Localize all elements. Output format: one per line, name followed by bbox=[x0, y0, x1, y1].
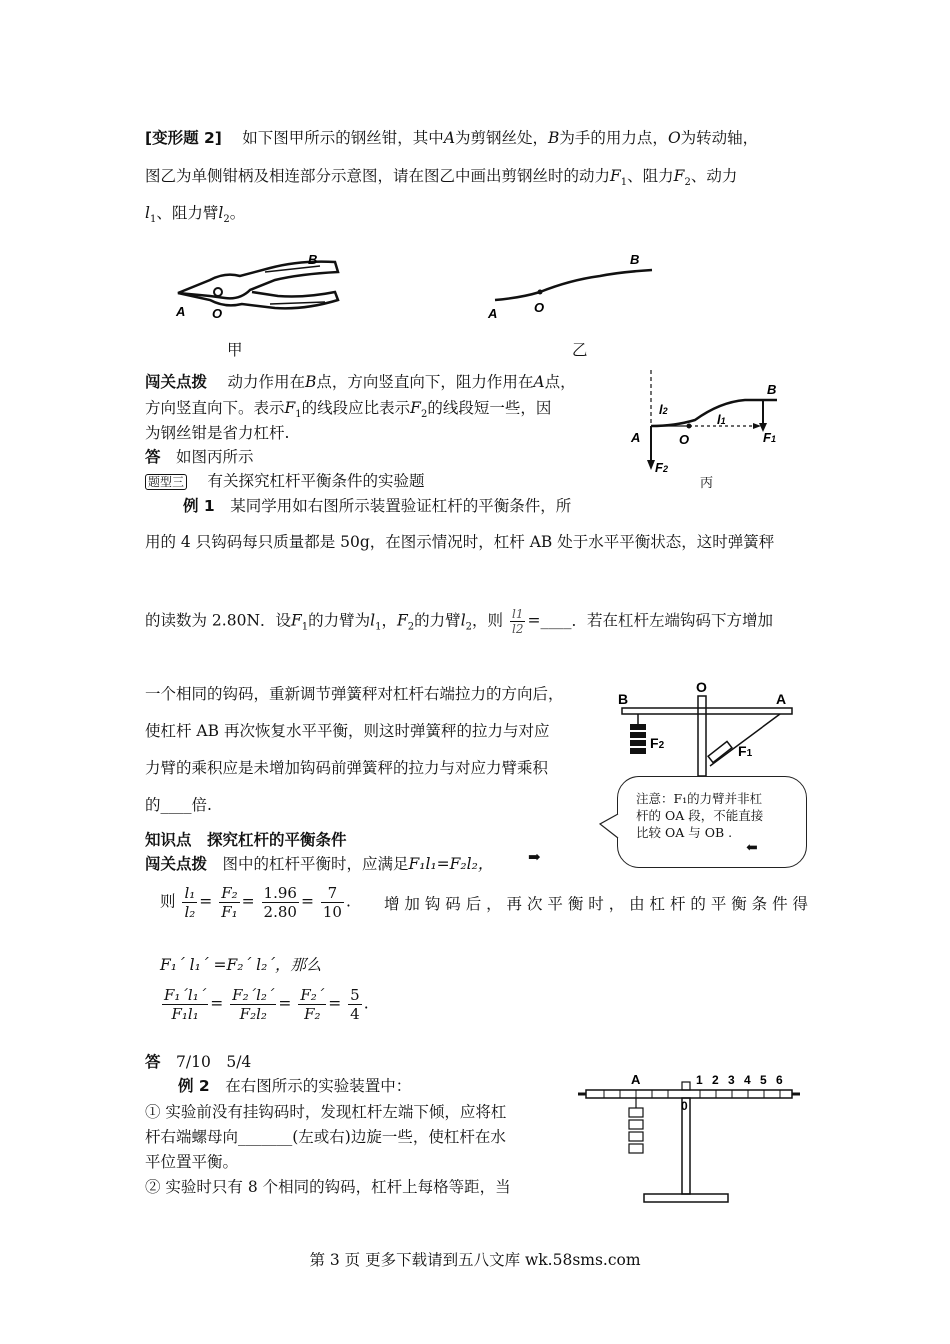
force-label-l1: l1 bbox=[717, 412, 726, 427]
handle-figure bbox=[480, 248, 660, 328]
ex1-line4: 一个相同的钩码，重新调节弹簧秤对杠杆右端拉力的方向后， bbox=[145, 685, 564, 703]
ratio-l: $\frac{\text{l₁}}{\text{l₂}}$ bbox=[184, 884, 196, 921]
handle-label-a: A bbox=[488, 306, 498, 321]
topic3-badge: 题型三 bbox=[145, 474, 187, 490]
ex1-line3: 的读数为 2.80N．设$F_1$的力臂为$l_1$，$F_2$的力臂$l_2$，则 $\frac{l1}{l2}$ =____．若在杠杆左端钩码下方增加 bbox=[145, 607, 773, 636]
tick-5: 5 bbox=[760, 1073, 767, 1087]
force-diagram bbox=[625, 368, 795, 488]
topic3-heading: 题型三 有关探究杠杆平衡条件的实验题 bbox=[145, 469, 424, 491]
lever-apparatus-figure bbox=[574, 1068, 804, 1208]
ex1-line2: 用的 4 只钩码每只质量都是 50g，在图示情况时，杠杆 AB 处于水平平衡状态，这时弹簧秤 bbox=[145, 533, 775, 551]
knowledge-point: 知识点 探究杠杆的平衡条件 bbox=[145, 831, 347, 849]
tip1-title: 闯关点拨 bbox=[145, 373, 208, 391]
lever-label-f1: F1 bbox=[738, 743, 753, 759]
callout-tail bbox=[598, 812, 622, 842]
ratio-g3: $\frac{\text{F₂ˊ}}{\text{F₂}}$ bbox=[300, 986, 325, 1023]
tip1-line1: 闯关点拨 动力作用在B点，方向竖直向下，阻力作用在A点， bbox=[145, 373, 576, 391]
tick-6: 6 bbox=[776, 1073, 783, 1087]
lever-label-a: A bbox=[776, 691, 787, 707]
tick-2: 2 bbox=[712, 1073, 719, 1087]
variant2-tag: [变形题 2] bbox=[145, 129, 222, 147]
ratio-f: $\frac{\text{F₂}}{\text{F₁}}$ bbox=[221, 884, 238, 921]
tip2-after: 增 加 钩 码 后 ， 再 次 平 衡 时 ， 由 杠 杆 的 平 衡 条 件 得 bbox=[384, 895, 809, 913]
lever-label-f2: F2 bbox=[650, 735, 665, 751]
lever-spring-figure bbox=[600, 676, 810, 776]
tick-3: 3 bbox=[728, 1073, 735, 1087]
variant2-line1: [变形题 2] 如下图甲所示的钢丝钳，其中A为剪钢丝处，B为手的用力点，O为转动轴， bbox=[145, 129, 759, 147]
force-label-l2: l2 bbox=[659, 402, 668, 417]
fig-caption-bing: 丙 bbox=[700, 476, 714, 491]
apparatus-label-o: 0 bbox=[681, 1099, 688, 1113]
force-label-f1: F1 bbox=[763, 430, 776, 445]
ex2-line5: ② 实验时只有 8 个相同的钩码，杠杆上每格等距，当 bbox=[145, 1178, 511, 1196]
ex1-line5: 使杠杆 AB 再次恢复水平平衡，则这时弹簧秤的拉力与对应 bbox=[145, 722, 550, 740]
force-label-b: B bbox=[767, 382, 777, 397]
tip2-title: 闯关点拨 bbox=[145, 855, 208, 873]
ratio-result: $\frac{7}{10}$ bbox=[322, 884, 342, 921]
ratio-g2: $\frac{\text{F₂ˊl₂ˊ}}{\text{F₂l₂}}$ bbox=[232, 986, 275, 1023]
ex1-line7: 的____倍. bbox=[145, 796, 212, 814]
ratio-g1: $\frac{\text{F₁ˊl₁ˊ}}{\text{F₁l₁}}$ bbox=[164, 986, 207, 1023]
tick-4: 4 bbox=[744, 1073, 751, 1087]
ex1-line1: 例 1 某同学用如右图所示装置验证杠杆的平衡条件，所 bbox=[183, 497, 572, 515]
pliers-label-o: O bbox=[212, 306, 223, 321]
tip2-fraction-line: 则 $\frac{\text{l₁}}{\text{l₂}}$ = $\frac{\text{F₂}}{\text{F₁}}$ = $\frac{1.96}{2.80}$ = $\frac{7}{10}$ . bbox=[160, 884, 351, 921]
pliers-label-a: A bbox=[176, 304, 186, 319]
ex2-line1: 例 2 在右图所示的实验装置中： bbox=[178, 1077, 412, 1095]
ex2-line3: 杆右端螺母向_______(左或右)边旋一些，使杠杆在水 bbox=[145, 1128, 506, 1146]
tip2-line1: 闯关点拨 图中的杠杆平衡时，应满足F₁l₁=F₂l₂， bbox=[145, 855, 494, 873]
ex2-title: 例 2 bbox=[178, 1077, 210, 1095]
ratio-num: $\frac{1.96}{2.80}$ bbox=[263, 884, 297, 921]
force-label-a: A bbox=[631, 430, 641, 445]
tip2-line2: F₁ˊ l₁ˊ =F₂ˊ l₂ˊ，那么 bbox=[160, 956, 322, 974]
apparatus-label-a: A bbox=[631, 1072, 641, 1087]
lever-label-b: B bbox=[618, 691, 629, 707]
ex1-title: 例 1 bbox=[183, 497, 215, 515]
ex2-line2: ① 实验前没有挂钩码时，发现杠杆左端下倾，应将杠 bbox=[145, 1103, 507, 1121]
force-label-o: O bbox=[679, 432, 690, 447]
tip2-fraction-line2: $\frac{\text{F₁ˊl₁ˊ}}{\text{F₁l₁}}$ = $\frac{\text{F₂ˊl₂ˊ}}{\text{F₂l₂}}$ = $\frac{\text{F₂ˊ}}{\text{F₂}}$ = $\frac{5}{4}$ . bbox=[164, 986, 369, 1023]
ex2-line4: 平位置平衡。 bbox=[145, 1153, 239, 1171]
variant2-line3: $l_1$、阻力臂$l_2$。 bbox=[145, 204, 246, 226]
tip1-line2: 方向竖直向下。表示$F_1$的线段应比表示$F_2$的线段短一些，因 bbox=[145, 399, 552, 421]
note-text: 注意：F₁的力臂并非杠 杆的 OA 段，不能直接 比较 OA 与 OB . bbox=[636, 791, 764, 840]
tip1-line3: 为钢丝钳是省力杠杆. bbox=[145, 424, 290, 442]
page-footer: 第 3 页 更多下载请到五八文库 wk.58sms.com bbox=[309, 1251, 641, 1269]
handle-label-o: O bbox=[534, 300, 545, 315]
left-arrow-icon: ⬅ bbox=[746, 840, 758, 856]
right-arrow-icon: ➡ bbox=[528, 848, 541, 866]
force-label-f2: F2 bbox=[655, 460, 668, 475]
ratio-g4: $\frac{5}{4}$ bbox=[350, 986, 360, 1023]
tick-1: 1 bbox=[696, 1073, 703, 1087]
lever-label-o: O bbox=[696, 679, 707, 695]
answer1: 答 如图丙所示 bbox=[145, 448, 254, 466]
answer2: 答 7/10 5/4 bbox=[145, 1053, 252, 1071]
fig-caption-yi: 乙 bbox=[572, 341, 588, 359]
ex1-line6: 力臂的乘积应是未增加钩码前弹簧秤的拉力与对应力臂乘积 bbox=[145, 759, 549, 777]
fig-caption-jia: 甲 bbox=[227, 341, 243, 359]
pliers-figure bbox=[170, 248, 350, 328]
pliers-label-b: B bbox=[308, 252, 318, 267]
ex1-ratio: $\frac{l1}{l2}$ bbox=[511, 607, 524, 636]
handle-label-b: B bbox=[630, 252, 640, 267]
variant2-line2: 图乙为单侧钳柄及相连部分示意图，请在图乙中画出剪钢丝时的动力$F_1$、阻力$F_2$、动力 bbox=[145, 167, 738, 189]
